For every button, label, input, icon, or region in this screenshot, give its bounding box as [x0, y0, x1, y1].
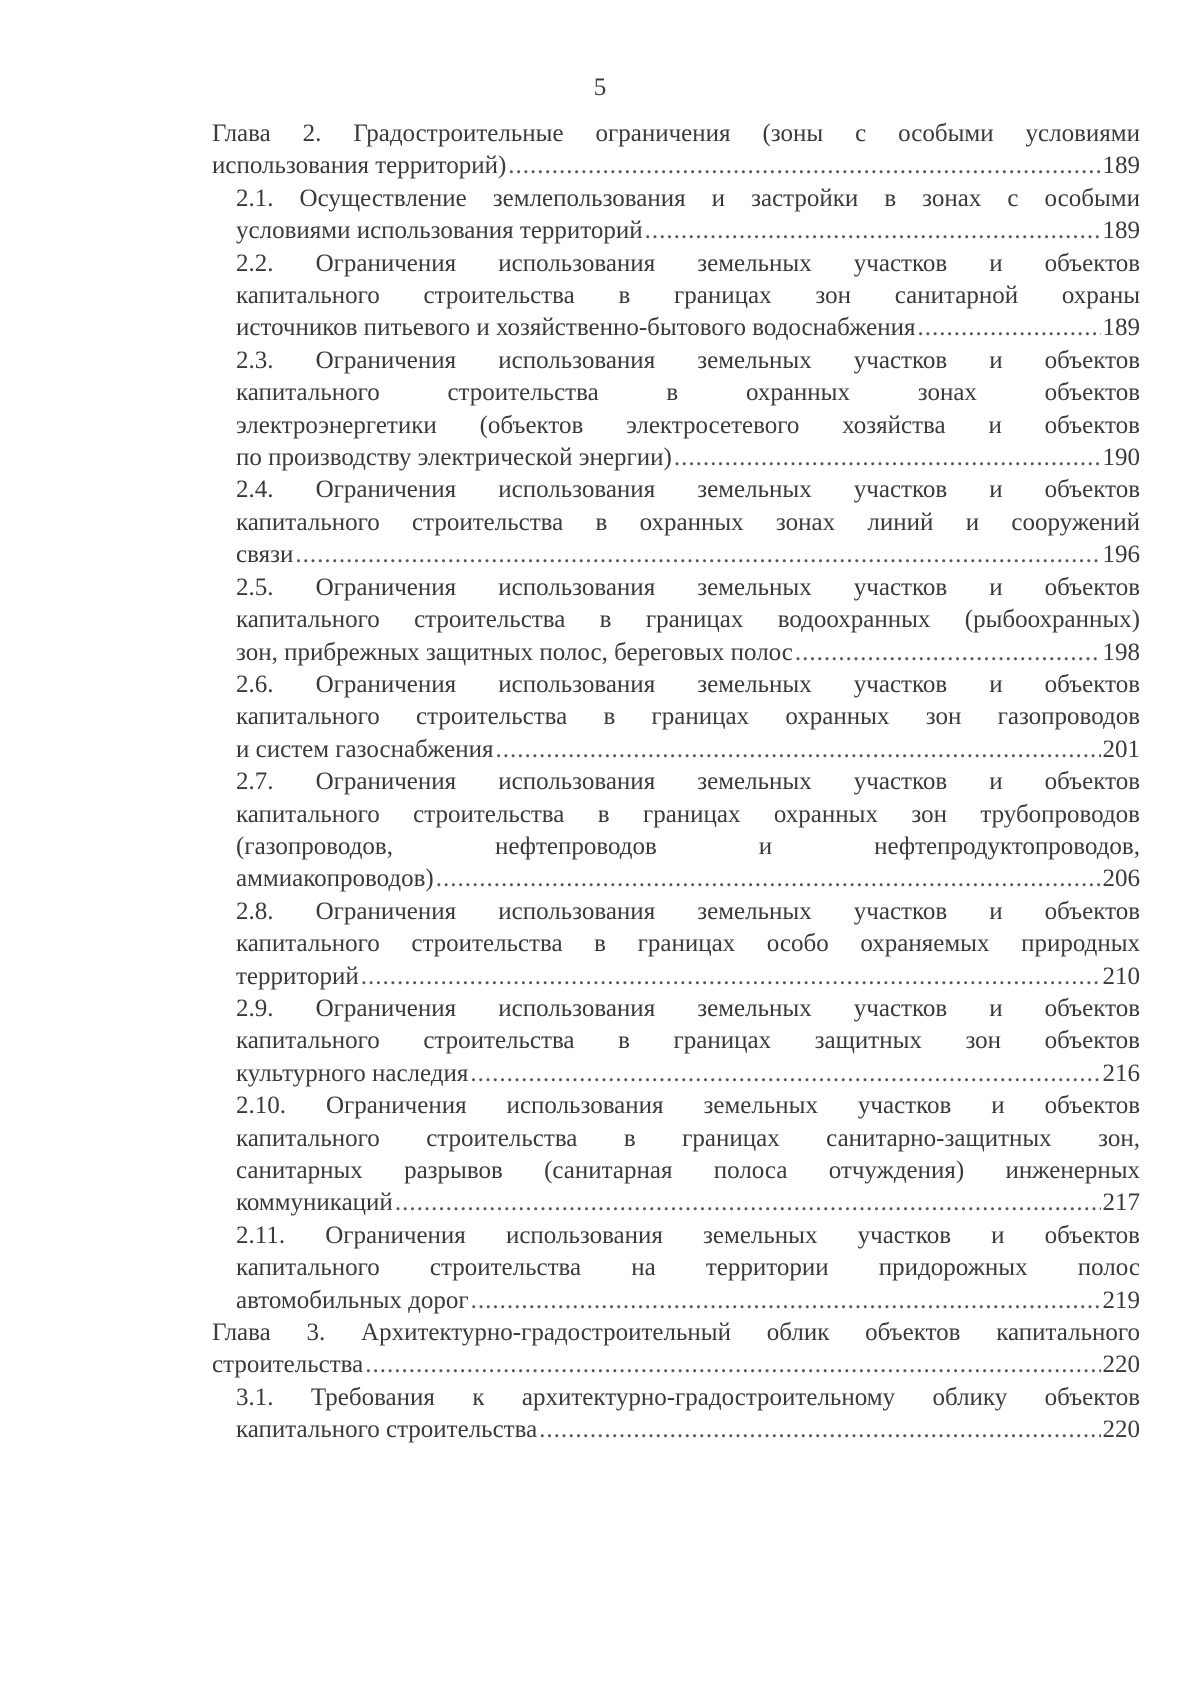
- dot-leader: [395, 1187, 1101, 1219]
- toc-entry-line: 2.9. Ограничения использования земельных участков и объектов: [236, 994, 1140, 1022]
- toc-entry-title-end: автомобильных дорог: [236, 1286, 469, 1314]
- dot-leader: [471, 1285, 1101, 1317]
- toc-entry-last-line: [236, 215, 1140, 247]
- toc-entry-last-line: [236, 1414, 1140, 1446]
- toc-page-number: 189: [1102, 152, 1140, 180]
- toc-entry-title-end: источников питьевого и хозяйственно-бытового водоснабжения: [236, 314, 916, 342]
- table-of-contents: [212, 118, 1140, 1447]
- toc-entry: [212, 118, 1140, 183]
- dot-leader: [508, 150, 1100, 182]
- dot-leader: [795, 637, 1101, 669]
- toc-entry: [212, 766, 1140, 896]
- toc-entry-line: Глава 2. Градостроительные ограничения (зоны с особыми условиями: [212, 120, 1140, 147]
- toc-page-number: 210: [1102, 962, 1140, 990]
- toc-entry-line: капитального строительства в границах охранных зон газопроводов: [236, 703, 1140, 731]
- toc-entry-line: капитального строительства в охранных зонах объектов: [236, 379, 1140, 407]
- toc-page-number: 220: [1102, 1416, 1140, 1444]
- toc-entry-title-end: аммиакопроводов): [236, 865, 434, 893]
- toc-entry-line: 2.7. Ограничения использования земельных участков и объектов: [236, 768, 1140, 796]
- toc-entry-line: капитального строительства в охранных зонах линий и сооружений: [236, 508, 1140, 536]
- toc-entry-title-end: коммуникаций: [236, 1189, 393, 1217]
- dot-leader: [918, 312, 1101, 344]
- dot-leader: [495, 734, 1100, 766]
- dot-leader: [295, 539, 1100, 571]
- toc-entry: [212, 669, 1140, 766]
- toc-entry-last-line: [236, 863, 1140, 895]
- toc-entry-line: 2.5. Ограничения использования земельных участков и объектов: [236, 573, 1140, 601]
- toc-entry-last-line: [212, 150, 1140, 182]
- toc-page-number: 196: [1102, 541, 1140, 569]
- page-number: 5: [593, 74, 607, 101]
- toc-entry: [212, 1090, 1140, 1220]
- toc-entry-last-line: [236, 442, 1140, 474]
- toc-entry-last-line: [236, 1285, 1140, 1317]
- toc-page-number: 216: [1102, 1059, 1140, 1087]
- toc-entry-line: капитального строительства на территории придорожных полос: [236, 1254, 1140, 1282]
- toc-entry: [212, 1382, 1140, 1447]
- toc-entry-last-line: [236, 1187, 1140, 1219]
- toc-entry-line: 2.1. Осуществление землепользования и застройки в зонах с особыми: [236, 184, 1140, 212]
- toc-page-number: 189: [1102, 217, 1140, 245]
- toc-entry-title-end: по производству электрической энергии): [236, 444, 672, 472]
- toc-entry: [212, 993, 1140, 1090]
- dot-leader: [539, 1414, 1100, 1446]
- toc-entry-line: капитального строительства в границах особо охраняемых природных: [236, 930, 1140, 958]
- toc-page-number: 190: [1102, 444, 1140, 472]
- toc-entry-title-end: капитального строительства: [236, 1416, 538, 1444]
- toc-entry-line: капитального строительства в границах санитарно-защитных зон,: [236, 1124, 1140, 1152]
- toc-entry-line: капитального строительства в границах охранных зон трубопроводов: [236, 800, 1140, 828]
- toc-page-number: 219: [1102, 1286, 1140, 1314]
- toc-entry-title-end: территорий: [236, 962, 359, 990]
- toc-entry-line: капитального строительства в границах водоохранных (рыбоохранных): [236, 606, 1140, 634]
- dot-leader: [645, 215, 1101, 247]
- toc-entry-line: 2.2. Ограничения использования земельных участков и объектов: [236, 249, 1140, 277]
- toc-entry-last-line: [236, 312, 1140, 344]
- toc-entry-title-end: условиями использования территорий: [236, 217, 643, 245]
- toc-entry: [212, 896, 1140, 993]
- dot-leader: [361, 961, 1101, 993]
- toc-entry-title-end: использования территорий): [212, 152, 507, 180]
- dot-leader: [365, 1349, 1100, 1381]
- toc-entry: [212, 1317, 1140, 1382]
- toc-entry-line: электроэнергетики (объектов электросетевого хозяйства и объектов: [236, 411, 1140, 439]
- toc-entry-line: 2.3. Ограничения использования земельных участков и объектов: [236, 346, 1140, 374]
- toc-entry-line: 2.6. Ограничения использования земельных участков и объектов: [236, 670, 1140, 698]
- toc-entry-line: (газопроводов, нефтепроводов и нефтепродуктопроводов,: [236, 832, 1140, 860]
- toc-page-number: 217: [1102, 1189, 1140, 1217]
- toc-entry-line: 2.8. Ограничения использования земельных участков и объектов: [236, 897, 1140, 925]
- toc-page-number: 206: [1102, 865, 1140, 893]
- toc-entry-line: 2.4. Ограничения использования земельных участков и объектов: [236, 476, 1140, 504]
- toc-entry-line: 3.1. Требования к архитектурно-градостроительному облику объектов: [236, 1383, 1140, 1411]
- toc-page-number: 220: [1102, 1351, 1140, 1379]
- toc-entry-title-end: и систем газоснабжения: [236, 735, 494, 763]
- toc-entry-line: Глава 3. Архитектурно-градостроительный облик объектов капитального: [212, 1319, 1140, 1347]
- toc-entry: [212, 248, 1140, 345]
- dot-leader: [470, 1058, 1100, 1090]
- toc-entry-title-end: связи: [236, 541, 294, 569]
- toc-entry-title-end: зон, прибрежных защитных полос, береговых полос: [236, 638, 793, 666]
- toc-entry-title-end: строительства: [212, 1351, 364, 1379]
- toc-entry: [212, 1220, 1140, 1317]
- toc-page-number: 201: [1102, 735, 1140, 763]
- dot-leader: [436, 863, 1101, 895]
- toc-entry-line: капитального строительства в границах зон санитарной охраны: [236, 282, 1140, 310]
- toc-page-number: 189: [1102, 314, 1140, 342]
- toc-entry-line: капитального строительства в границах защитных зон объектов: [236, 1027, 1140, 1055]
- toc-entry-title-end: культурного наследия: [236, 1059, 469, 1087]
- toc-entry-line: санитарных разрывов (санитарная полоса отчуждения) инженерных: [236, 1157, 1140, 1184]
- toc-entry: [212, 572, 1140, 669]
- toc-entry-line: 2.10. Ограничения использования земельных участков и объектов: [236, 1092, 1140, 1120]
- toc-entry-last-line: [212, 1349, 1140, 1381]
- toc-entry: [212, 183, 1140, 248]
- toc-entry: [212, 345, 1140, 475]
- toc-entry-last-line: [236, 539, 1140, 571]
- toc-entry-last-line: [236, 734, 1140, 766]
- toc-entry-last-line: [236, 961, 1140, 993]
- toc-page-number: 198: [1102, 638, 1140, 666]
- dot-leader: [674, 442, 1101, 474]
- toc-entry: [212, 474, 1140, 571]
- toc-entry-last-line: [236, 1058, 1140, 1090]
- toc-entry-line: 2.11. Ограничения использования земельных участков и объектов: [236, 1221, 1140, 1249]
- toc-entry-last-line: [236, 637, 1140, 669]
